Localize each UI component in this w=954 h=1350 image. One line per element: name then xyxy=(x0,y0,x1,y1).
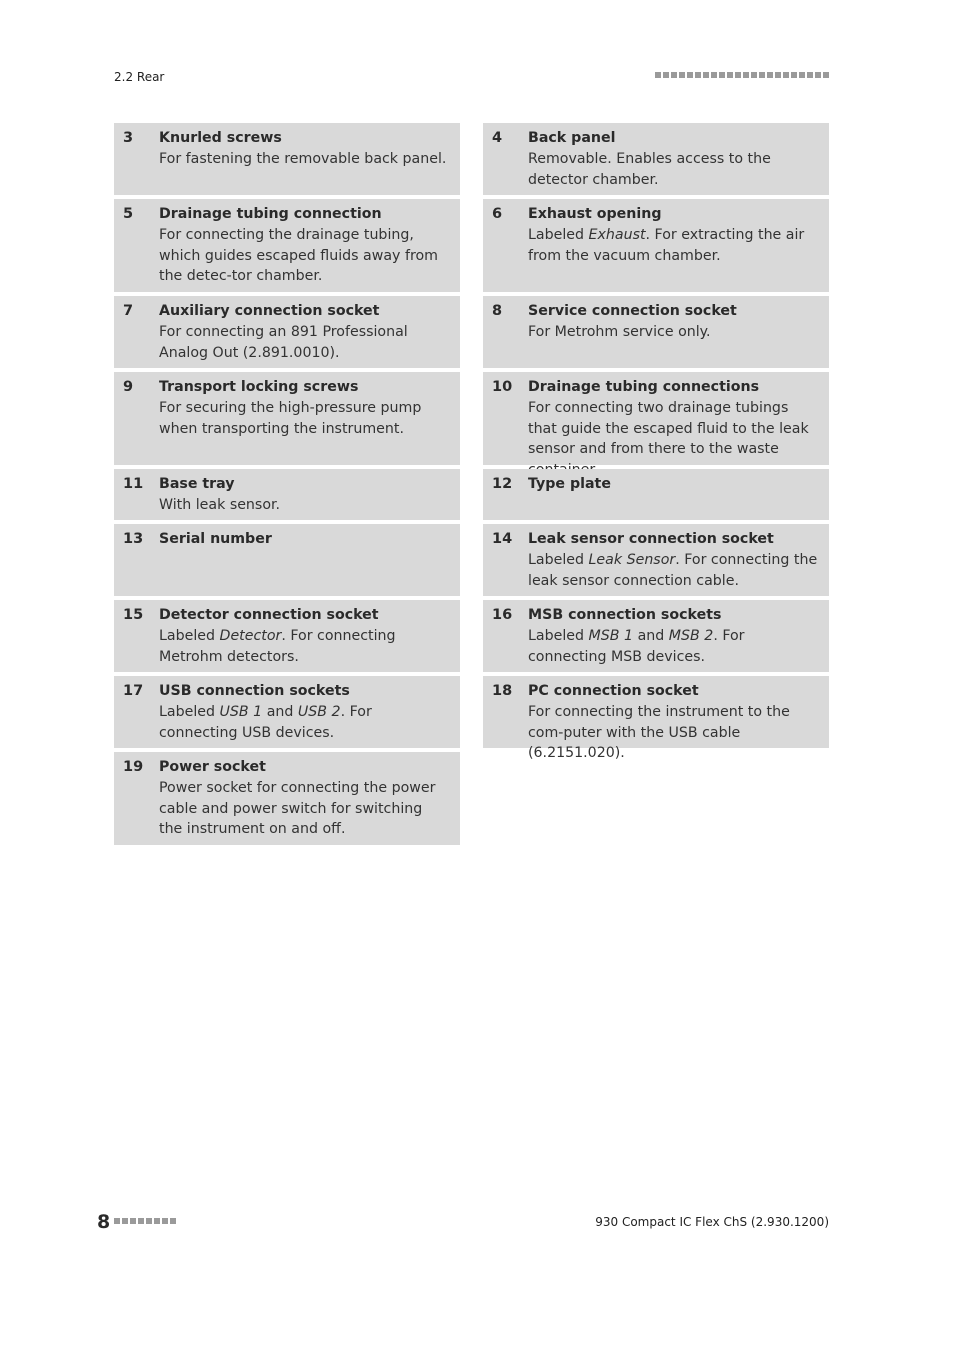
description-text: With leak sensor. xyxy=(159,496,281,513)
legend-item-description xyxy=(528,550,819,592)
legend-item-number: 19 xyxy=(123,759,144,775)
legend-item xyxy=(483,296,829,368)
legend-item-title: Serial number xyxy=(159,531,272,547)
description-text: For connecting two drainage tubings that guide the escaped fluid to the leak sensor and from there to the waste xyxy=(528,399,809,458)
component-legend-table xyxy=(114,123,829,849)
label-reference-text: USB 2 xyxy=(297,703,341,720)
legend-row xyxy=(114,372,829,465)
description-text: . For extracting the air from the vacuum chamber. xyxy=(528,226,805,264)
legend-empty-cell xyxy=(483,752,829,845)
legend-row xyxy=(114,524,829,596)
legend-item-number: 3 xyxy=(123,130,134,146)
dot-decoration xyxy=(719,72,725,78)
legend-item-number: 4 xyxy=(492,130,503,146)
legend-item-description xyxy=(159,626,450,668)
legend-item-text xyxy=(159,204,450,284)
dot-decoration xyxy=(807,72,813,78)
legend-item-number: 15 xyxy=(123,607,144,623)
legend-item-text xyxy=(159,128,450,187)
dot-decoration xyxy=(751,72,757,78)
label-reference-text: MSB 1 xyxy=(588,627,634,644)
dot-decoration xyxy=(703,72,709,78)
description-text: and xyxy=(633,627,669,644)
legend-item xyxy=(483,676,829,762)
dot-decoration xyxy=(735,72,741,78)
legend-item-title: Type plate xyxy=(528,476,611,492)
label-reference-text: Exhaust xyxy=(588,226,646,243)
legend-item-title: Leak sensor connection socket xyxy=(528,531,774,547)
legend-item-number: 8 xyxy=(492,303,503,319)
legend-item-text xyxy=(159,757,450,837)
dot-decoration xyxy=(138,1218,144,1224)
description-text: For connecting an 891 Professional Analog Out (2.891.0010). xyxy=(159,323,408,361)
dot-decoration xyxy=(130,1218,136,1224)
dot-decoration xyxy=(655,72,661,78)
legend-item xyxy=(114,752,460,845)
legend-item-description xyxy=(528,626,819,668)
dot-decoration xyxy=(759,72,765,78)
dot-decoration xyxy=(711,72,717,78)
legend-item-text xyxy=(528,377,819,457)
legend-item-text xyxy=(528,681,819,762)
dot-decoration xyxy=(679,72,685,78)
legend-item xyxy=(483,524,829,596)
legend-item-number: 12 xyxy=(492,476,513,492)
description-text: . For connecting USB devices. xyxy=(159,703,372,741)
dot-decoration xyxy=(743,72,749,78)
legend-item-title: Drainage tubing connection xyxy=(159,206,382,222)
legend-item-title: Power socket xyxy=(159,759,266,775)
dot-decoration xyxy=(687,72,693,78)
description-text: For fastening the removable back panel. xyxy=(159,150,447,167)
legend-item-number: 11 xyxy=(123,476,144,492)
legend-row xyxy=(114,600,829,672)
legend-item-number: 13 xyxy=(123,531,144,547)
legend-item xyxy=(114,600,460,672)
legend-item-title: Auxiliary connection socket xyxy=(159,303,380,319)
description-text: Labeled xyxy=(528,226,589,243)
legend-item-text xyxy=(528,204,819,284)
legend-item-number: 5 xyxy=(123,206,134,222)
legend-item-text xyxy=(528,529,819,588)
dot-decoration xyxy=(815,72,821,78)
dot-decoration xyxy=(783,72,789,78)
legend-item xyxy=(483,600,829,672)
legend-item-title: Base tray xyxy=(159,476,235,492)
label-reference-text: MSB 2 xyxy=(668,627,714,644)
legend-row xyxy=(114,676,829,762)
dot-decoration xyxy=(791,72,797,78)
legend-item-description xyxy=(159,398,450,440)
legend-item-number: 17 xyxy=(123,683,144,699)
description-text: . For connecting the leak sensor connection cable. xyxy=(528,551,818,589)
legend-item xyxy=(483,123,829,195)
dot-decoration xyxy=(122,1218,128,1224)
description-text: Labeled xyxy=(159,703,220,720)
legend-item-title: MSB connection sockets xyxy=(528,607,722,623)
dot-decoration xyxy=(146,1218,152,1224)
legend-item-number: 9 xyxy=(123,379,134,395)
legend-item-number: 18 xyxy=(492,683,513,699)
description-text: For connecting the instrument to the com-puter with the USB cable (6.2151.020). xyxy=(528,703,790,762)
description-text: For connecting the drainage tubing, which guides escaped fluids away from the detec-tor chamber. xyxy=(159,226,438,285)
dot-decoration xyxy=(799,72,805,78)
description-text: Labeled xyxy=(159,627,220,644)
dot-decoration xyxy=(663,72,669,78)
legend-item-description xyxy=(159,702,450,744)
legend-item xyxy=(114,372,460,465)
legend-item-description xyxy=(159,149,450,170)
legend-item-description xyxy=(528,322,819,343)
legend-item-title: USB connection sockets xyxy=(159,683,350,699)
document-title: 930 Compact IC Flex ChS (2.930.1200) xyxy=(595,1215,829,1229)
legend-item xyxy=(114,123,460,195)
dot-decoration xyxy=(767,72,773,78)
legend-item-text xyxy=(159,605,450,664)
legend-item-title: Drainage tubing connections xyxy=(528,379,760,395)
legend-item-description xyxy=(159,225,450,287)
dot-decoration xyxy=(823,72,829,78)
legend-item xyxy=(483,469,829,520)
legend-item xyxy=(114,296,460,368)
label-reference-text: Detector xyxy=(219,627,282,644)
legend-item-title: Transport locking screws xyxy=(159,379,359,395)
legend-item-title: Knurled screws xyxy=(159,130,282,146)
legend-row xyxy=(114,469,829,520)
legend-item xyxy=(483,199,829,292)
description-text: . For connecting MSB devices. xyxy=(528,627,745,665)
legend-item-number: 10 xyxy=(492,379,513,395)
legend-item-description xyxy=(159,778,450,840)
legend-item-text xyxy=(528,301,819,360)
legend-item-text xyxy=(528,128,819,187)
legend-item-title: PC connection socket xyxy=(528,683,699,699)
legend-item-text xyxy=(159,474,450,512)
legend-row xyxy=(114,123,829,195)
dot-decoration xyxy=(154,1218,160,1224)
page-section-header: 2.2 Rear xyxy=(114,70,165,84)
legend-item-title: Exhaust opening xyxy=(528,206,662,222)
legend-item-description xyxy=(159,322,450,364)
footer-dots-decoration xyxy=(114,1218,176,1224)
legend-item xyxy=(114,199,460,292)
page-number: 8 xyxy=(97,1211,111,1233)
dot-decoration xyxy=(775,72,781,78)
dot-decoration xyxy=(170,1218,176,1224)
dot-decoration xyxy=(671,72,677,78)
legend-item-text xyxy=(159,681,450,740)
dot-decoration xyxy=(727,72,733,78)
description-text: Labeled xyxy=(528,627,589,644)
description-text: and xyxy=(262,703,298,720)
legend-item-text xyxy=(159,301,450,360)
legend-item-text xyxy=(528,605,819,664)
description-text: . For connecting Metrohm detectors. xyxy=(159,627,396,665)
legend-row xyxy=(114,199,829,292)
legend-item-description xyxy=(528,149,819,191)
label-reference-text: USB 1 xyxy=(219,703,263,720)
legend-item-description xyxy=(528,225,819,267)
legend-item-title: Back panel xyxy=(528,130,616,146)
legend-item-title: Detector connection socket xyxy=(159,607,379,623)
legend-item-description xyxy=(159,495,450,516)
description-text: For securing the high-pressure pump when transporting the instrument. xyxy=(159,399,422,437)
legend-item-text xyxy=(159,377,450,457)
description-text: Removable. Enables access to the detector chamber. xyxy=(528,150,771,188)
legend-item xyxy=(114,469,460,520)
header-dots-decoration xyxy=(655,72,829,78)
legend-item xyxy=(483,372,829,465)
legend-item-number: 14 xyxy=(492,531,513,547)
legend-item xyxy=(114,676,460,748)
dot-decoration xyxy=(114,1218,120,1224)
legend-item-title: Service connection socket xyxy=(528,303,737,319)
description-text: For Metrohm service only. xyxy=(528,323,711,340)
legend-item-number: 16 xyxy=(492,607,513,623)
legend-row xyxy=(114,752,829,845)
legend-row xyxy=(114,296,829,368)
description-text: Labeled xyxy=(528,551,589,568)
legend-item-number: 6 xyxy=(492,206,503,222)
description-text: Power socket for connecting the power cable and power switch for switching the instrument on and off. xyxy=(159,779,436,838)
dot-decoration xyxy=(162,1218,168,1224)
legend-item xyxy=(114,524,460,596)
label-reference-text: Leak Sensor xyxy=(588,551,676,568)
dot-decoration xyxy=(695,72,701,78)
legend-item-number: 7 xyxy=(123,303,134,319)
legend-item-text xyxy=(159,529,450,588)
legend-item-text xyxy=(528,474,819,512)
